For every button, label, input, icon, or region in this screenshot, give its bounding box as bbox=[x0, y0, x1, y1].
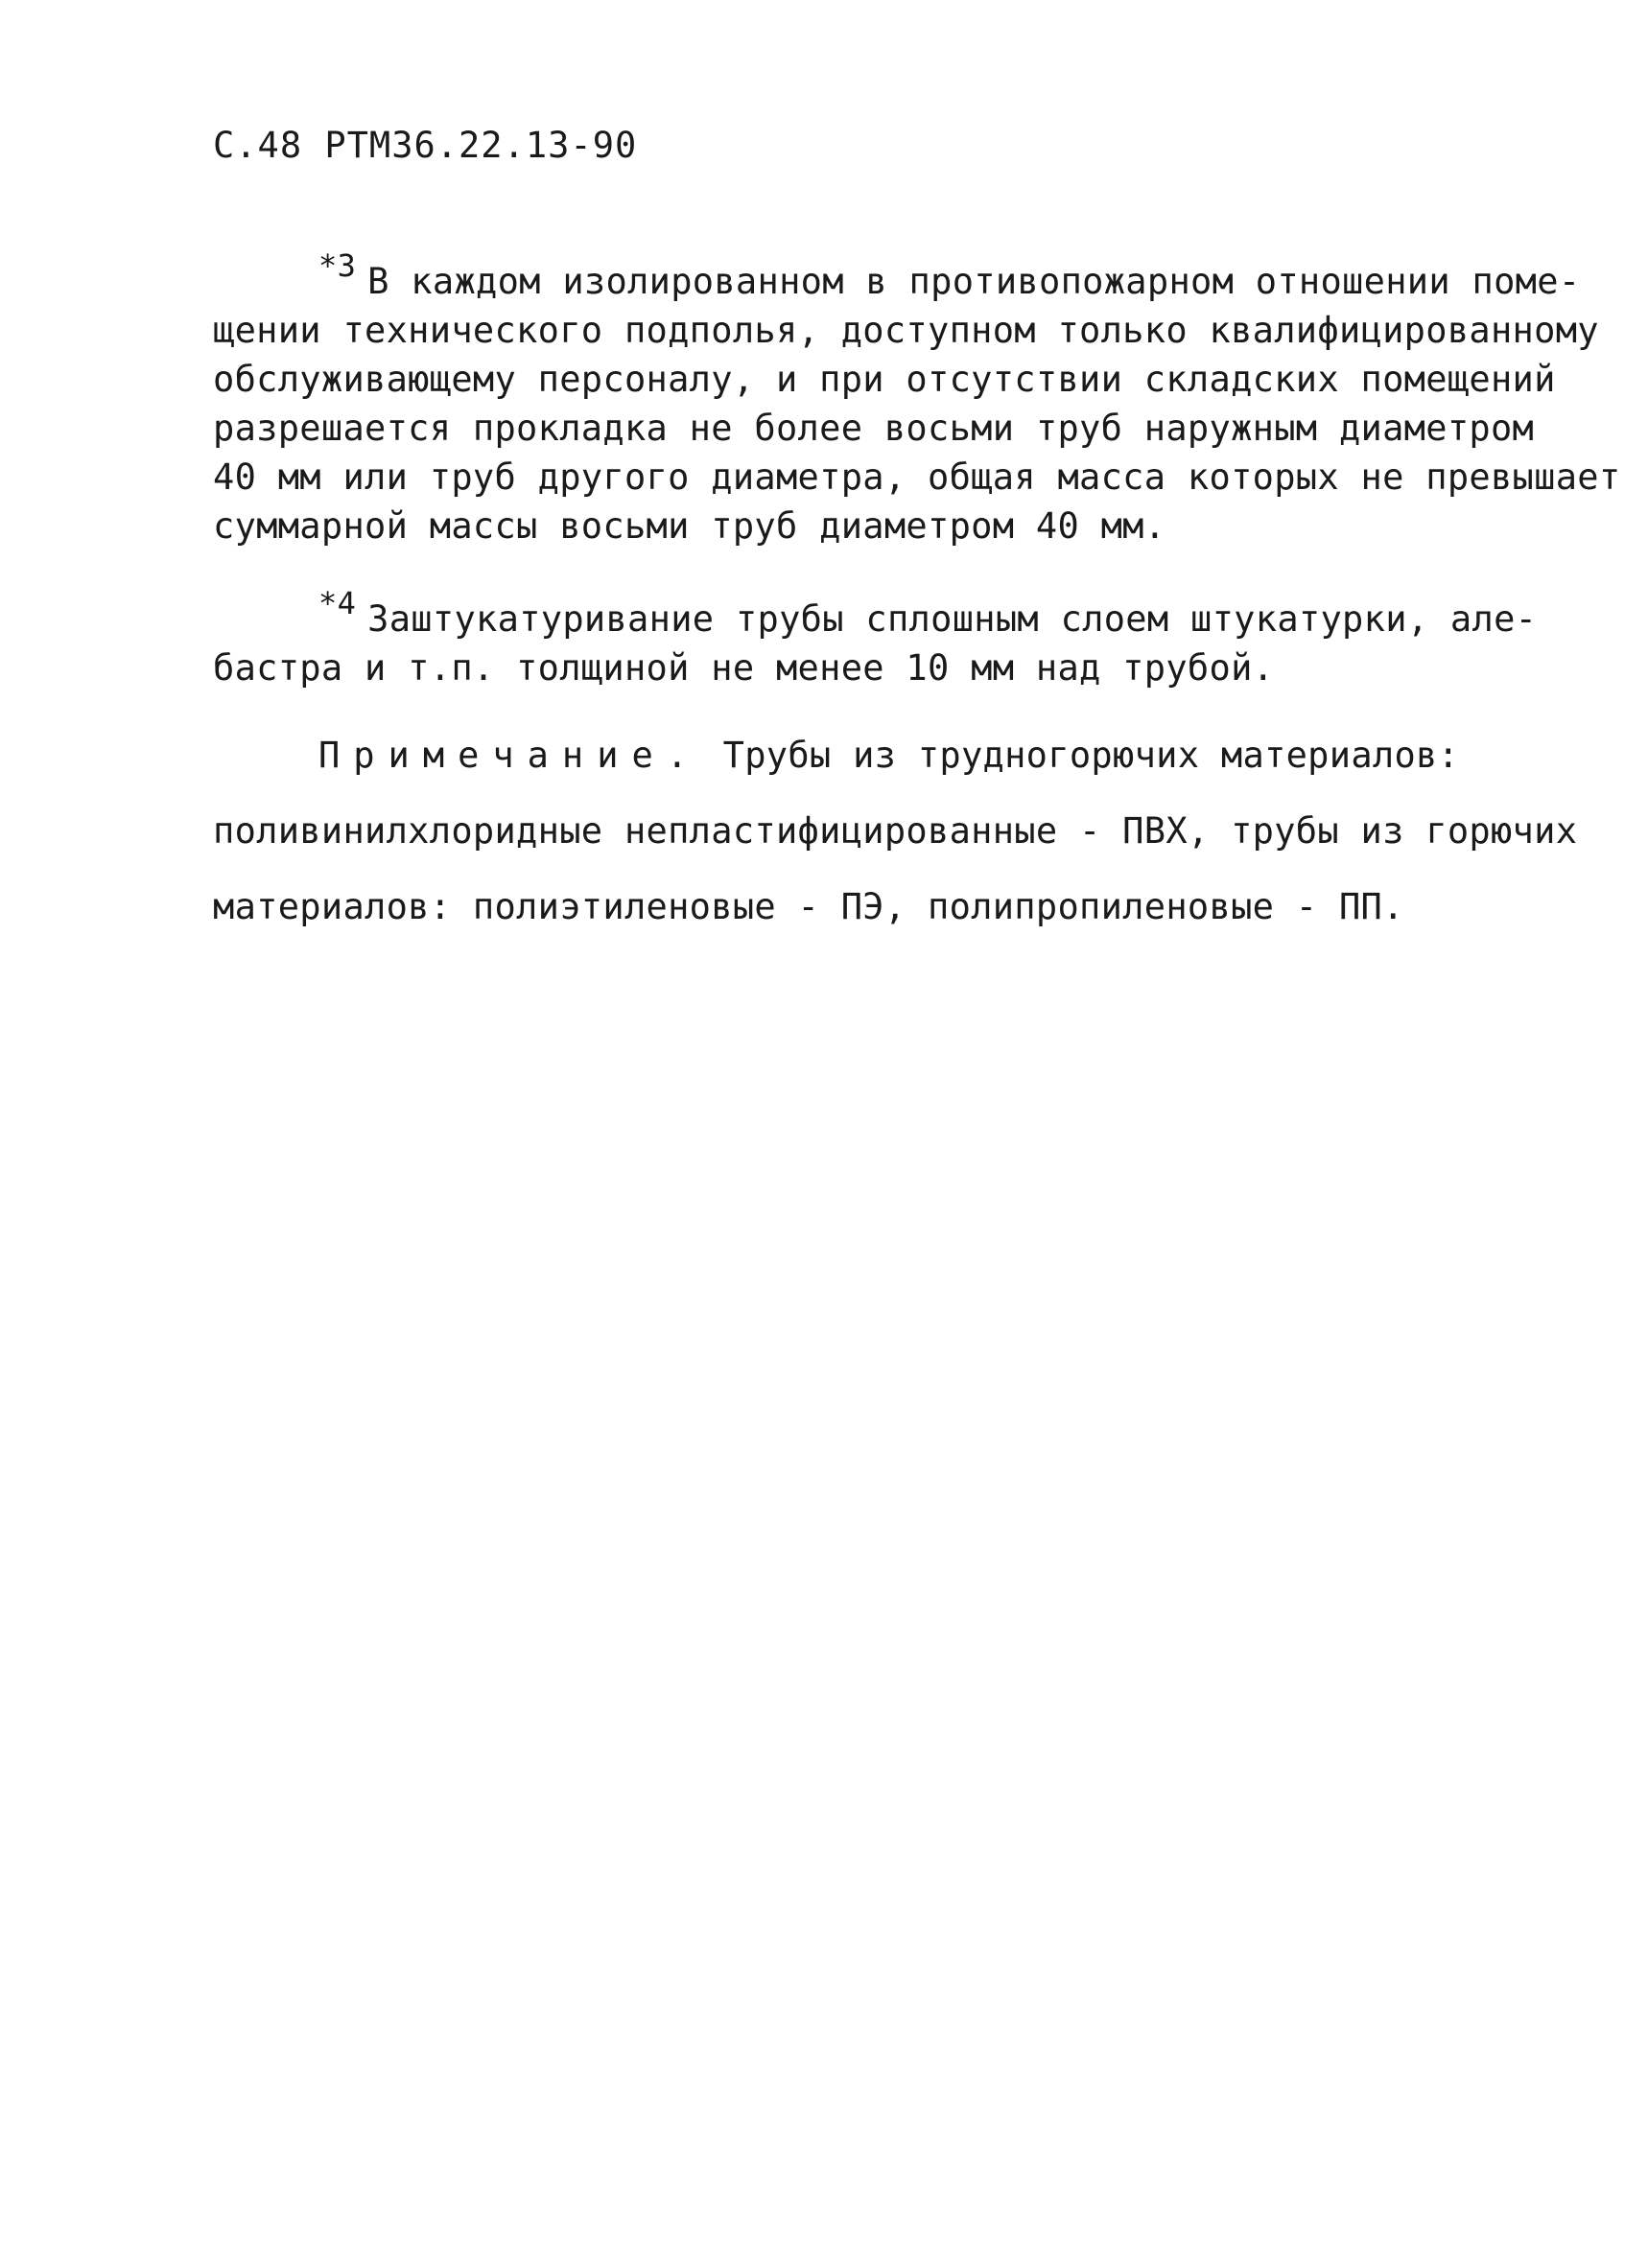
footnote-4 bbox=[213, 585, 1575, 692]
page-reference: С.48 РТМ36.22.13-90 bbox=[213, 125, 638, 166]
footnote-4-line-2: бастра и т.п. толщиной не менее 10 мм над трубой. bbox=[213, 647, 1275, 689]
footnote-3-line-3: обслуживающему персоналу, и при отсутствии складских помещений bbox=[213, 359, 1556, 400]
footnote-3-marker: *3 bbox=[318, 247, 357, 284]
remark-label: Примечание. bbox=[318, 735, 702, 776]
remark-line-1 bbox=[213, 717, 1575, 793]
footnote-4-marker: *4 bbox=[318, 585, 357, 621]
remark-line-2: поливинилхлоридные непластифицированные - ПВХ, трубы из горючих bbox=[213, 810, 1578, 852]
footnote-3-line-6: суммарной массы восьми труб диаметром 40 мм. bbox=[213, 505, 1166, 547]
footnote-3-line-2: щении технического подполья, доступном только квалифицированному bbox=[213, 310, 1599, 351]
remark-text-1: Трубы из трудногорючих материалов: bbox=[722, 735, 1460, 776]
footnote-3-text-1: В каждом изолированном в противопожарном отношении поме- bbox=[367, 261, 1581, 302]
footnote-4-line-1 bbox=[213, 585, 1575, 643]
footnote-3-line-5: 40 мм или труб другого диаметра, общая масса которых не превышает bbox=[213, 456, 1621, 498]
remark-line-3: материалов: полиэтиленовые - ПЭ, полипропиленовые - ПП. bbox=[213, 886, 1404, 927]
footnote-3 bbox=[213, 247, 1621, 550]
remark-note bbox=[213, 717, 1578, 945]
footnote-4-text-1: Заштукатуривание трубы сплошным слоем штукатурки, але- bbox=[367, 598, 1538, 640]
footnote-3-line-4: разрешается прокладка не более восьми труб наружным диаметром bbox=[213, 408, 1535, 449]
footnote-3-line-1 bbox=[213, 247, 1581, 306]
